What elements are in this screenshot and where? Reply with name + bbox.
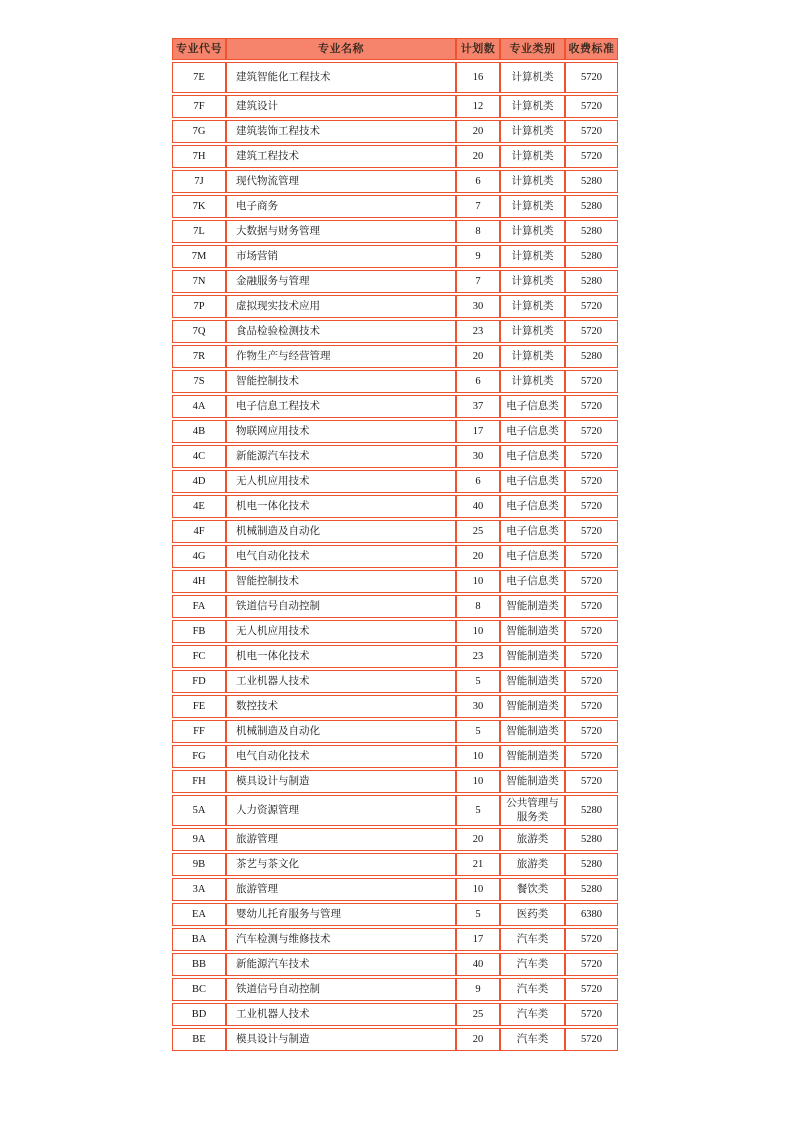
table-row: [172, 928, 618, 951]
header-cell-fee-standard: 收费标准: [565, 38, 618, 60]
cell-major-category: 计算机类: [500, 62, 565, 93]
cell-major-name: 无人机应用技术: [226, 470, 456, 493]
cell-fee-standard: 5720: [565, 545, 618, 568]
cell-fee-standard: 5720: [565, 745, 618, 768]
table-row: [172, 120, 618, 143]
cell-major-code: 4A: [172, 395, 226, 418]
cell-fee-standard: 5280: [565, 170, 618, 193]
cell-major-name: 机械制造及自动化: [226, 520, 456, 543]
cell-plan-count: 30: [456, 695, 500, 718]
table-row: [172, 245, 618, 268]
table-body: [172, 62, 618, 1051]
cell-major-code: BA: [172, 928, 226, 951]
cell-major-code: BC: [172, 978, 226, 1001]
cell-major-name: 婴幼儿托育服务与管理: [226, 903, 456, 926]
cell-plan-count: 6: [456, 470, 500, 493]
table-row: [172, 545, 618, 568]
table-row: [172, 370, 618, 393]
cell-major-category: 电子信息类: [500, 495, 565, 518]
cell-major-code: 9B: [172, 853, 226, 876]
cell-major-category: 计算机类: [500, 195, 565, 218]
cell-major-name: 建筑装饰工程技术: [226, 120, 456, 143]
table-row: [172, 220, 618, 243]
cell-major-name: 智能控制技术: [226, 370, 456, 393]
cell-major-code: 7L: [172, 220, 226, 243]
cell-major-code: 7P: [172, 295, 226, 318]
cell-major-category: 公共管理与服务类: [500, 795, 565, 826]
cell-major-name: 数控技术: [226, 695, 456, 718]
cell-major-name: 现代物流管理: [226, 170, 456, 193]
cell-fee-standard: 5720: [565, 1003, 618, 1026]
cell-major-category: 计算机类: [500, 220, 565, 243]
cell-major-name: 金融服务与管理: [226, 270, 456, 293]
cell-major-code: 7R: [172, 345, 226, 368]
cell-fee-standard: 5720: [565, 395, 618, 418]
cell-major-name: 食品检验检测技术: [226, 320, 456, 343]
cell-plan-count: 5: [456, 670, 500, 693]
cell-fee-standard: 5280: [565, 828, 618, 851]
cell-fee-standard: 5720: [565, 620, 618, 643]
cell-fee-standard: 5720: [565, 695, 618, 718]
cell-major-category: 智能制造类: [500, 695, 565, 718]
cell-major-code: FF: [172, 720, 226, 743]
cell-plan-count: 20: [456, 828, 500, 851]
table-row: [172, 395, 618, 418]
cell-major-code: FB: [172, 620, 226, 643]
cell-fee-standard: 5280: [565, 245, 618, 268]
cell-plan-count: 21: [456, 853, 500, 876]
cell-plan-count: 8: [456, 595, 500, 618]
cell-major-code: 5A: [172, 795, 226, 826]
cell-major-name: 电子信息工程技术: [226, 395, 456, 418]
cell-fee-standard: 5720: [565, 1028, 618, 1051]
cell-major-code: 7S: [172, 370, 226, 393]
cell-fee-standard: 5280: [565, 795, 618, 826]
cell-major-code: FA: [172, 595, 226, 618]
cell-plan-count: 20: [456, 545, 500, 568]
table-row: [172, 195, 618, 218]
cell-plan-count: 25: [456, 520, 500, 543]
cell-major-category: 智能制造类: [500, 620, 565, 643]
table-row: [172, 62, 618, 93]
cell-major-category: 汽车类: [500, 953, 565, 976]
cell-major-category: 智能制造类: [500, 645, 565, 668]
cell-major-code: 7J: [172, 170, 226, 193]
cell-major-name: 新能源汽车技术: [226, 445, 456, 468]
table-row: [172, 670, 618, 693]
cell-major-name: 物联网应用技术: [226, 420, 456, 443]
table-row: [172, 645, 618, 668]
cell-major-name: 工业机器人技术: [226, 1003, 456, 1026]
cell-major-category: 计算机类: [500, 245, 565, 268]
cell-major-name: 电气自动化技术: [226, 745, 456, 768]
table-row: [172, 595, 618, 618]
table-row: [172, 695, 618, 718]
cell-major-category: 医药类: [500, 903, 565, 926]
cell-plan-count: 30: [456, 445, 500, 468]
cell-plan-count: 30: [456, 295, 500, 318]
cell-major-name: 作物生产与经营管理: [226, 345, 456, 368]
table-row: [172, 445, 618, 468]
cell-major-code: 7M: [172, 245, 226, 268]
cell-major-name: 大数据与财务管理: [226, 220, 456, 243]
cell-fee-standard: 5720: [565, 570, 618, 593]
cell-major-code: FD: [172, 670, 226, 693]
cell-major-code: 7E: [172, 62, 226, 93]
cell-major-category: 智能制造类: [500, 770, 565, 793]
cell-major-code: 4C: [172, 445, 226, 468]
cell-fee-standard: 5720: [565, 62, 618, 93]
cell-major-code: 9A: [172, 828, 226, 851]
cell-major-category: 汽车类: [500, 1003, 565, 1026]
table-row: [172, 978, 618, 1001]
cell-major-code: 7N: [172, 270, 226, 293]
cell-plan-count: 6: [456, 170, 500, 193]
cell-fee-standard: 5720: [565, 370, 618, 393]
cell-major-category: 电子信息类: [500, 570, 565, 593]
cell-major-name: 模具设计与制造: [226, 1028, 456, 1051]
cell-major-code: 7G: [172, 120, 226, 143]
cell-plan-count: 9: [456, 978, 500, 1001]
cell-fee-standard: 5720: [565, 645, 618, 668]
cell-fee-standard: 5720: [565, 720, 618, 743]
cell-fee-standard: 5720: [565, 420, 618, 443]
table-row: [172, 853, 618, 876]
cell-major-code: 4G: [172, 545, 226, 568]
cell-major-name: 电子商务: [226, 195, 456, 218]
cell-fee-standard: 5280: [565, 195, 618, 218]
cell-major-name: 建筑智能化工程技术: [226, 62, 456, 93]
table-row: [172, 145, 618, 168]
cell-fee-standard: 5720: [565, 95, 618, 118]
cell-major-code: 4E: [172, 495, 226, 518]
cell-major-name: 智能控制技术: [226, 570, 456, 593]
header-cell-major-category: 专业类别: [500, 38, 565, 60]
cell-plan-count: 23: [456, 645, 500, 668]
cell-major-code: BE: [172, 1028, 226, 1051]
cell-plan-count: 25: [456, 1003, 500, 1026]
cell-fee-standard: 5720: [565, 145, 618, 168]
cell-fee-standard: 5280: [565, 220, 618, 243]
cell-fee-standard: 5720: [565, 670, 618, 693]
cell-major-category: 汽车类: [500, 1028, 565, 1051]
table-row: [172, 1028, 618, 1051]
cell-major-code: BD: [172, 1003, 226, 1026]
cell-plan-count: 20: [456, 145, 500, 168]
table-row: [172, 770, 618, 793]
cell-plan-count: 17: [456, 928, 500, 951]
table-row: [172, 170, 618, 193]
cell-major-code: 7F: [172, 95, 226, 118]
cell-plan-count: 10: [456, 570, 500, 593]
cell-plan-count: 5: [456, 903, 500, 926]
table-header: [172, 38, 618, 60]
cell-plan-count: 20: [456, 120, 500, 143]
cell-plan-count: 10: [456, 620, 500, 643]
cell-major-category: 电子信息类: [500, 545, 565, 568]
cell-major-code: BB: [172, 953, 226, 976]
table-row: [172, 320, 618, 343]
cell-major-code: FH: [172, 770, 226, 793]
cell-major-code: 4D: [172, 470, 226, 493]
cell-major-name: 茶艺与茶文化: [226, 853, 456, 876]
cell-major-name: 铁道信号自动控制: [226, 595, 456, 618]
cell-fee-standard: 5720: [565, 470, 618, 493]
cell-plan-count: 10: [456, 770, 500, 793]
table-row: [172, 795, 618, 826]
cell-plan-count: 7: [456, 270, 500, 293]
table-row: [172, 570, 618, 593]
cell-plan-count: 40: [456, 495, 500, 518]
cell-major-name: 机械制造及自动化: [226, 720, 456, 743]
table-row: [172, 270, 618, 293]
cell-major-name: 旅游管理: [226, 828, 456, 851]
cell-major-name: 市场营销: [226, 245, 456, 268]
cell-fee-standard: 5720: [565, 953, 618, 976]
cell-major-category: 餐饮类: [500, 878, 565, 901]
cell-major-category: 智能制造类: [500, 595, 565, 618]
cell-major-category: 计算机类: [500, 370, 565, 393]
table-row: [172, 878, 618, 901]
cell-plan-count: 10: [456, 745, 500, 768]
table-row: [172, 495, 618, 518]
cell-plan-count: 23: [456, 320, 500, 343]
table-row: [172, 420, 618, 443]
cell-fee-standard: 5280: [565, 853, 618, 876]
cell-major-name: 模具设计与制造: [226, 770, 456, 793]
cell-plan-count: 5: [456, 720, 500, 743]
table-row: [172, 345, 618, 368]
table-row: [172, 295, 618, 318]
cell-plan-count: 10: [456, 878, 500, 901]
cell-major-category: 电子信息类: [500, 395, 565, 418]
cell-major-category: 计算机类: [500, 270, 565, 293]
header-row: [172, 38, 618, 60]
cell-major-name: 汽车检测与维修技术: [226, 928, 456, 951]
cell-major-category: 电子信息类: [500, 470, 565, 493]
cell-fee-standard: 5280: [565, 878, 618, 901]
cell-major-name: 虚拟现实技术应用: [226, 295, 456, 318]
cell-fee-standard: 5280: [565, 345, 618, 368]
cell-major-category: 智能制造类: [500, 670, 565, 693]
cell-fee-standard: 5720: [565, 295, 618, 318]
cell-major-name: 电气自动化技术: [226, 545, 456, 568]
cell-major-category: 汽车类: [500, 928, 565, 951]
cell-major-name: 建筑设计: [226, 95, 456, 118]
cell-fee-standard: 5720: [565, 120, 618, 143]
cell-fee-standard: 6380: [565, 903, 618, 926]
cell-major-category: 旅游类: [500, 828, 565, 851]
cell-major-code: 4F: [172, 520, 226, 543]
table-row: [172, 953, 618, 976]
cell-plan-count: 16: [456, 62, 500, 93]
cell-major-name: 机电一体化技术: [226, 495, 456, 518]
table-row: [172, 828, 618, 851]
cell-major-code: FG: [172, 745, 226, 768]
cell-major-category: 计算机类: [500, 170, 565, 193]
cell-major-code: EA: [172, 903, 226, 926]
cell-fee-standard: 5720: [565, 520, 618, 543]
cell-plan-count: 9: [456, 245, 500, 268]
cell-major-code: 4B: [172, 420, 226, 443]
cell-major-code: FE: [172, 695, 226, 718]
cell-fee-standard: 5720: [565, 495, 618, 518]
cell-major-code: 7Q: [172, 320, 226, 343]
table-row: [172, 1003, 618, 1026]
cell-fee-standard: 5720: [565, 320, 618, 343]
cell-major-category: 电子信息类: [500, 420, 565, 443]
cell-major-category: 计算机类: [500, 95, 565, 118]
cell-major-category: 智能制造类: [500, 745, 565, 768]
cell-major-code: FC: [172, 645, 226, 668]
table-row: [172, 745, 618, 768]
cell-major-code: 7H: [172, 145, 226, 168]
cell-major-name: 机电一体化技术: [226, 645, 456, 668]
cell-plan-count: 5: [456, 795, 500, 826]
cell-plan-count: 7: [456, 195, 500, 218]
cell-major-name: 旅游管理: [226, 878, 456, 901]
cell-major-category: 计算机类: [500, 345, 565, 368]
table-row: [172, 95, 618, 118]
cell-major-category: 计算机类: [500, 320, 565, 343]
cell-major-name: 铁道信号自动控制: [226, 978, 456, 1001]
header-cell-major-code: 专业代号: [172, 38, 226, 60]
cell-major-category: 智能制造类: [500, 720, 565, 743]
table-row: [172, 520, 618, 543]
cell-fee-standard: 5720: [565, 770, 618, 793]
cell-major-category: 汽车类: [500, 978, 565, 1001]
cell-major-category: 电子信息类: [500, 520, 565, 543]
cell-fee-standard: 5720: [565, 978, 618, 1001]
cell-major-name: 人力资源管理: [226, 795, 456, 826]
header-cell-plan-count: 计划数: [456, 38, 500, 60]
cell-major-category: 计算机类: [500, 145, 565, 168]
cell-plan-count: 37: [456, 395, 500, 418]
cell-plan-count: 17: [456, 420, 500, 443]
cell-fee-standard: 5720: [565, 445, 618, 468]
header-cell-major-name: 专业名称: [226, 38, 456, 60]
cell-major-category: 计算机类: [500, 295, 565, 318]
cell-plan-count: 8: [456, 220, 500, 243]
cell-major-category: 计算机类: [500, 120, 565, 143]
cell-major-code: 4H: [172, 570, 226, 593]
cell-major-code: 7K: [172, 195, 226, 218]
cell-plan-count: 20: [456, 1028, 500, 1051]
cell-fee-standard: 5280: [565, 270, 618, 293]
cell-major-category: 旅游类: [500, 853, 565, 876]
cell-plan-count: 6: [456, 370, 500, 393]
majors-table: [172, 36, 618, 1053]
cell-major-category: 电子信息类: [500, 445, 565, 468]
table-row: [172, 620, 618, 643]
cell-major-name: 无人机应用技术: [226, 620, 456, 643]
table-row: [172, 903, 618, 926]
cell-major-name: 工业机器人技术: [226, 670, 456, 693]
table-row: [172, 470, 618, 493]
cell-fee-standard: 5720: [565, 595, 618, 618]
table-row: [172, 720, 618, 743]
cell-plan-count: 20: [456, 345, 500, 368]
cell-major-code: 3A: [172, 878, 226, 901]
cell-plan-count: 12: [456, 95, 500, 118]
cell-major-name: 建筑工程技术: [226, 145, 456, 168]
cell-plan-count: 40: [456, 953, 500, 976]
cell-fee-standard: 5720: [565, 928, 618, 951]
cell-major-name: 新能源汽车技术: [226, 953, 456, 976]
